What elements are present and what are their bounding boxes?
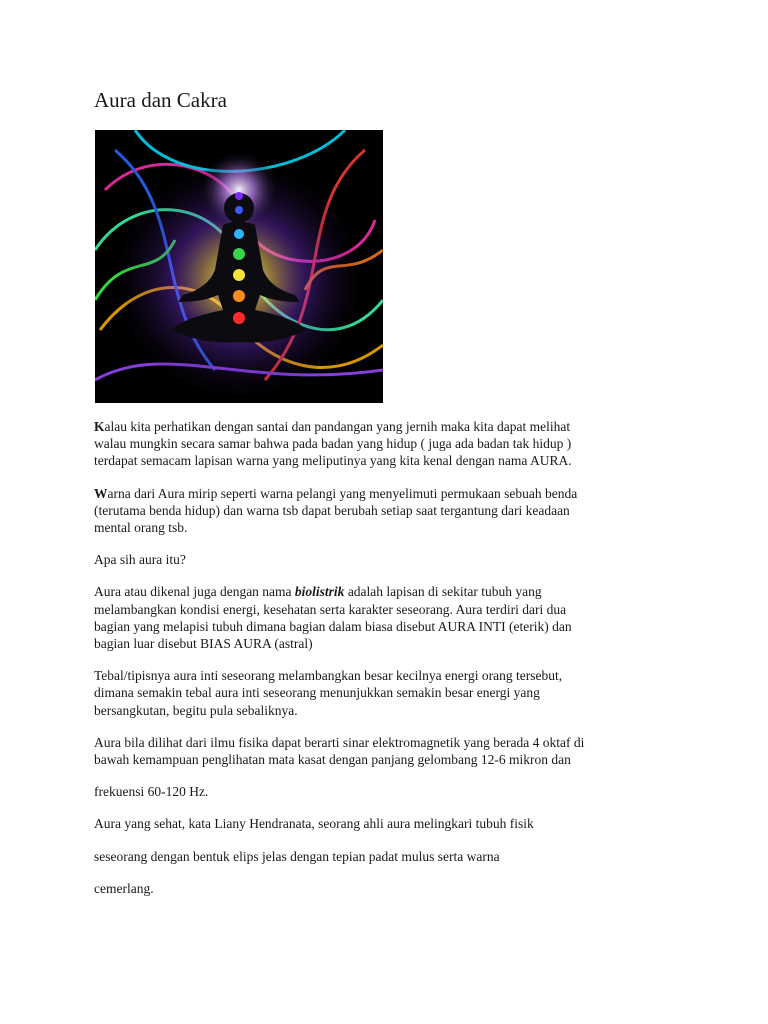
text-line: dimana semakin tebal aura inti seseorang menunjukkan semakin besar energi yang <box>94 685 540 701</box>
text-line: cemerlang. <box>94 880 154 896</box>
text-line: bawah kemampuan penglihatan mata kasat dengan panjang gelombang 12-6 mikron dan <box>94 752 571 768</box>
paragraph-cemerlang <box>94 880 664 897</box>
text-line: Aura bila dilihat dari ilmu fisika dapat berarti sinar elektromagnetik yang berada 4 oktaf di <box>94 734 585 750</box>
text-line: seseorang dengan bentuk elips jelas dengan tepian padat mulus serta warna <box>94 848 500 864</box>
text-line: terdapat semacam lapisan warna yang meliputinya yang kita kenal dengan nama AURA. <box>94 453 572 469</box>
paragraph-biolistrik <box>94 583 664 652</box>
text-span: Aura atau dikenal juga dengan nama <box>94 584 295 600</box>
text-line <box>94 418 664 435</box>
text-line <box>94 583 664 600</box>
dropcap: K <box>94 419 105 434</box>
text-line: Tebal/tipisnya aura inti seseorang melambangkan besar kecilnya energi orang tersebut, <box>94 668 563 684</box>
paragraph-warna <box>94 485 664 537</box>
meditation-chakra-illustration <box>95 130 383 403</box>
text-line: bagian luar disebut BIAS AURA (astral) <box>94 636 313 652</box>
paragraph-tebal <box>94 667 664 719</box>
text-line: (terutama benda hidup) dan warna tsb dapat berubah setiap saat tergantung dari keadaan <box>94 502 570 518</box>
text-line: Aura yang sehat, kata Liany Hendranata, seorang ahli aura melingkari tubuh fisik <box>94 816 534 832</box>
text-line: Apa sih aura itu? <box>94 552 186 568</box>
paragraph-frekuensi <box>94 783 664 800</box>
paragraph-intro <box>94 418 664 470</box>
text-line: walau mungkin secara samar bahwa pada badan yang hidup ( juga ada badan tak hidup ) <box>94 436 572 452</box>
paragraph-elips <box>94 848 664 865</box>
text-span: alau kita perhatikan dengan santai dan pandangan yang jernih maka kita dapat melihat <box>104 419 571 434</box>
meditation-aura-image <box>95 130 383 403</box>
text-line: bersangkutan, begitu pula sebaliknya. <box>94 702 298 718</box>
emphasis-term: biolistrik <box>294 584 345 600</box>
text-line: frekuensi 60-120 Hz. <box>94 784 209 800</box>
text-line: bagian yang melapisi tubuh dimana bagian dalam biasa disebut AURA INTI (eterik) dan <box>94 618 572 634</box>
document-body <box>94 418 664 912</box>
paragraph-aura-sehat <box>94 815 664 832</box>
paragraph-fisika <box>94 734 664 768</box>
text-line <box>94 485 664 502</box>
text-line: mental orang tsb. <box>94 520 188 536</box>
text-line: melambangkan kondisi energi, kesehatan serta karakter seseorang. Aura terdiri dari dua <box>94 601 567 617</box>
text-span: arna dari Aura mirip seperti warna pelangi yang menyelimuti permukaan sebuah benda <box>107 485 578 501</box>
text-span: adalah lapisan di sekitar tubuh yang <box>344 584 542 600</box>
document-title: Aura dan Cakra <box>94 88 227 112</box>
paragraph-question <box>94 551 664 568</box>
dropcap: W <box>94 485 108 501</box>
